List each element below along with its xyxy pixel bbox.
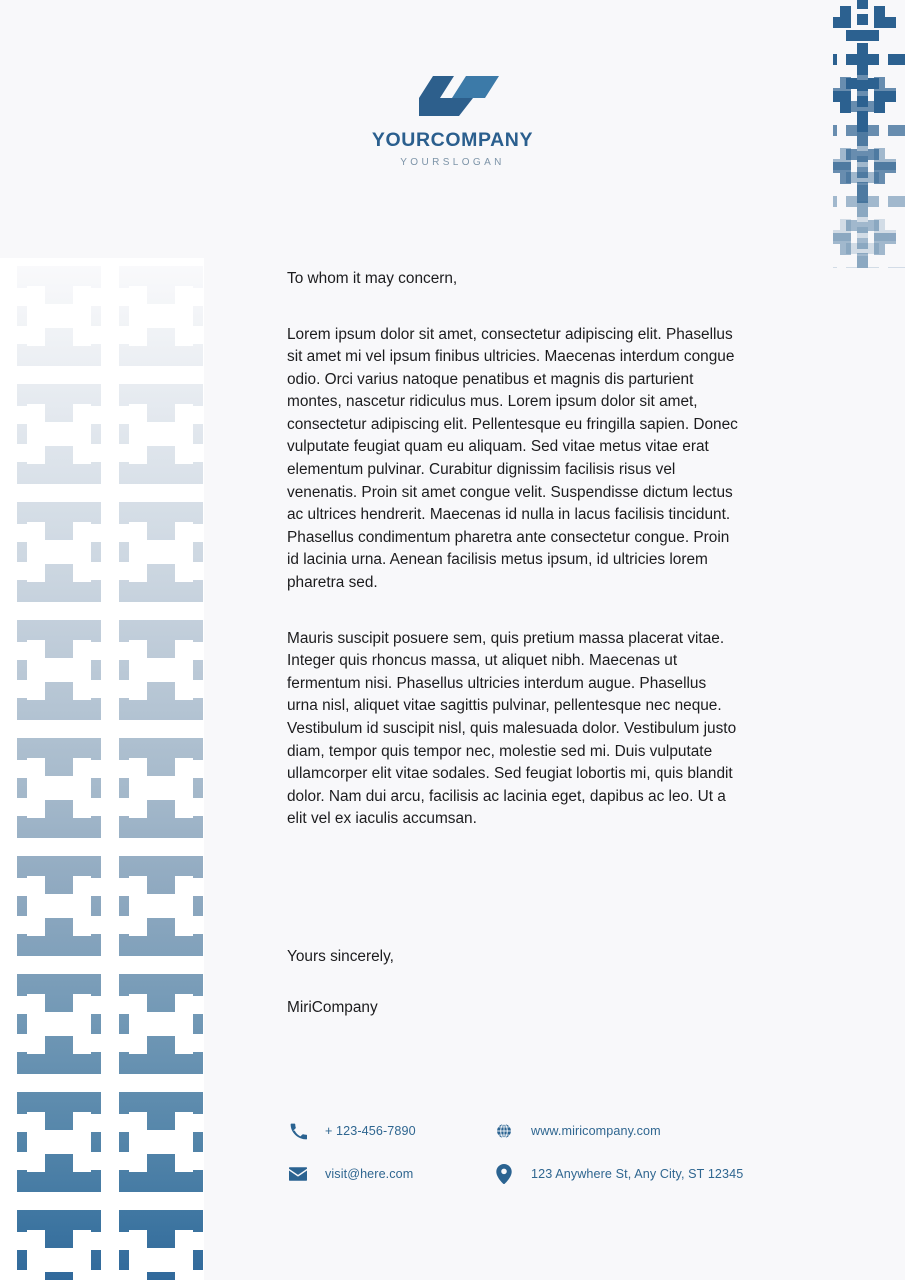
letter-sender: MiriCompany — [287, 998, 378, 1016]
contact-address[interactable] — [493, 1163, 787, 1185]
contact-website[interactable] — [493, 1120, 787, 1142]
address-text: 123 Anywhere St, Any City, ST 12345 — [531, 1167, 744, 1181]
contact-phone[interactable] — [287, 1120, 493, 1142]
letter-closing: Yours sincerely, — [287, 948, 394, 965]
company-slogan: YOURSLOGAN — [400, 157, 505, 168]
letter-paragraph-1: Lorem ipsum dolor sit amet, consectetur adipiscing elit. Phasellus sit amet mi vel ipsum finibus ultricies. Maecenas interdum congue odio. Orci varius natoque penatibus et magnis dis parturient montes, nascetur ridiculus mus. Lorem ipsum dolor sit amet, consectetur adipiscing elit. Pellentesque eu fringilla sapien. Donec vulputate feugiat quam eu aliquam. Sed vitae metus vitae erat elementum pulvinar. Curabitur dignissim facilisis risus vel venenatis. Proin sit amet congue velit. Suspendisse dictum lectus ac ultrices hendrerit. Maecenas id nulla in lacus facilisis tincidunt. Phasellus condimentum pharetra ante consectetur congue. Proin id lacinia urna. Aenean facilisis metus ipsum, id ultricies lorem pharetra sed. — [287, 325, 738, 592]
email-text: visit@here.com — [325, 1167, 414, 1181]
website-text: www.miricompany.com — [531, 1124, 661, 1138]
letter-body — [287, 268, 739, 831]
envelope-icon — [287, 1163, 309, 1185]
contact-email[interactable] — [287, 1163, 493, 1185]
letterhead-header — [0, 74, 905, 168]
phone-icon — [287, 1120, 309, 1142]
letter-salutation: To whom it may concern, — [287, 270, 458, 287]
company-name: YOURCOMPANY — [371, 129, 534, 151]
letter-signoff — [287, 946, 739, 1019]
phone-text: + 123-456-7890 — [325, 1124, 416, 1138]
globe-icon — [493, 1120, 515, 1142]
letterhead-footer — [287, 1120, 787, 1185]
letter-paragraph-2: Mauris suscipit posuere sem, quis pretium massa placerat vitae. Integer quis rhoncus massa, ut aliquet nibh. Maecenas ut fermentum nisi. Phasellus ultricies interdum augue. Phasellus urna nisl, aliquet vitae sagittis pulvinar, pellentesque nec neque. Vestibulum id suscipit nisl, quis malesuada dolor. Vestibulum justo diam, tempor quis tempor nec, molestie sed mi. Duis vulputate ullamcorper elit vitae sodales. Sed feugiat lobortis mi, quis blandit dolor. Nam dui arcu, facilisis ac lacinia eget, dapibus ac leo. Ut a elit vel ex iaculis accumsan. — [287, 629, 737, 828]
map-pin-icon — [493, 1163, 515, 1185]
h-monogram-logo-icon — [407, 74, 499, 118]
